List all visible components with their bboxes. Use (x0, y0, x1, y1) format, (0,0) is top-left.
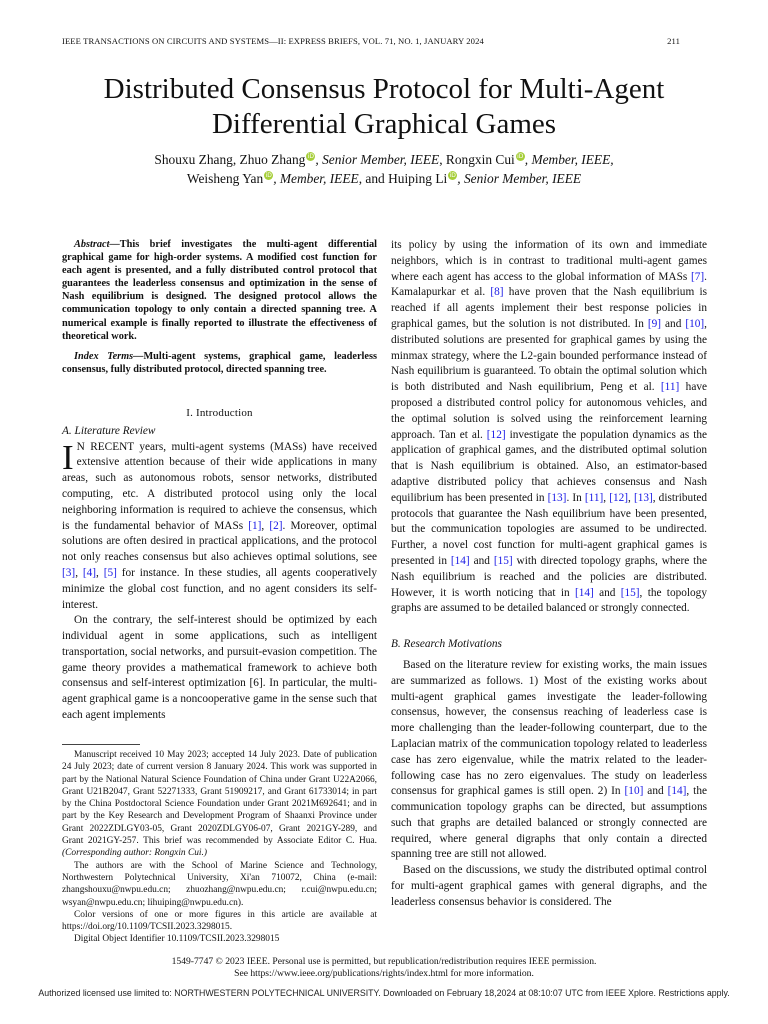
copyright-line: 1549-7747 © 2023 IEEE. Personal use is permitted, but republication/redistribution requires IEEE permission. (171, 956, 597, 967)
citation-link[interactable]: [3] (62, 566, 76, 579)
citation-link[interactable]: [11] (584, 491, 604, 504)
citation-link[interactable]: [11] (660, 381, 680, 394)
footnote-rule (62, 744, 140, 745)
journal-name: IEEE TRANSACTIONS ON CIRCUITS AND SYSTEMS—II: EXPRESS BRIEFS, VOL. 71, NO. 1, JANUARY 2024 (62, 36, 484, 46)
index-terms-label: Index Terms— (74, 350, 144, 362)
citation-link[interactable]: [4] (82, 566, 97, 579)
orcid-icon[interactable]: iD (449, 172, 456, 179)
paragraph: On the contrary, the self-interest should be optimized by each individual agent in some applications, such as intelligent transportation, social networks, and pursuit-evasion competition. The game theory provides a mathematical framework to achieve both consensus and self-interest optimization [6]. In particular, the multi-agent graphical game is a noncooperative game in the sense such that each agent implements (62, 614, 377, 722)
orcid-icon[interactable]: iD (307, 153, 315, 160)
paragraph: Based on the literature review for existing works, the main issues are summarized as follows. 1) Most of the existing works about multi-agent graphical games investigate the leader-following consensus, however, the consensus reaching of leaderless case is more challenging than the leader-following counterpart, due to the Laplacian matrix of the communication topology related to leaderless case has zero eigenvalue, while the matrix related to the leader-following case has no zero eigenvalues. The study on leaderless consensus for graphical games is still open. 2) In [10] and [14], the communication topology graphs can be directed, but assumptions such that graphs are detailed balanced or strongly connected are required, where general digraphs that only contain a directed spanning tree are still not allowed. (391, 658, 707, 861)
footnote-color: Color versions of one or more figures in this article are available at https://doi.org/10.1109/TCSII.2023.3298015. (62, 909, 377, 933)
author-name: Shouxu Zhang, Zhuo Zhang (154, 152, 306, 167)
section-heading: I. Introduction (186, 406, 253, 419)
author-role: , Member, IEEE, (524, 152, 614, 167)
author-list (60, 150, 708, 188)
author-line-1 (60, 150, 708, 169)
citation-link[interactable]: [15] (493, 554, 513, 567)
left-column (62, 238, 377, 724)
citation-link[interactable]: [12] (609, 491, 629, 504)
paragraph: Based on the discussions, we study the distributed optimal control for multi-agent graphical games with general digraphs, and the leaderless consensus behavior is considered. The (391, 864, 707, 908)
subsection-heading: A. Literature Review (62, 424, 156, 437)
orcid-icon[interactable]: iD (517, 153, 524, 160)
footnote-doi: Digital Object Identifier 10.1109/TCSII.2023.3298015 (74, 934, 280, 945)
citation-link[interactable]: [8] (490, 286, 504, 299)
index-terms (62, 350, 377, 376)
author-name: , Rongxin Cui (439, 152, 515, 167)
abstract-text: This brief investigates the multi-agent differential graphical game for high-order systems. A modified cost function for each agent is presented, and a fully distributed control protocol that guarantees the leaderless consensus and optimization in the sense of Nash equilibrium is designed. The designed protocol allows the communication topology to only contain a directed spanning tree. A numerical example is finally reported to illustrate the effectiveness of theoretical work. (62, 239, 377, 342)
footnote-manuscript (62, 749, 377, 860)
citation-link[interactable]: [10] (685, 317, 705, 330)
drop-cap: I (62, 437, 74, 477)
abstract (62, 238, 377, 343)
citation-link[interactable]: [10] (624, 785, 644, 798)
paragraph (62, 437, 378, 614)
footnote-text: Manuscript received 10 May 2023; accepted 14 July 2023. Date of publication 24 July 2023; date of current version 8 January 2024. This work was supported in part by the National Natural Science Foundation of China under Grant U22A2066, Grant U21B2047, Grant 52271333, Grant 51909217, and Grant 61733014; in part by the China Postdoctoral Science Foundation under Grant 2021M692641; and in part by the Key Research and Development Program of Shaanxi Province under Grant 2022ZDLGY03-05, Grant 2020ZDLGY06-07, Grant 2021GY-289, and Grant 2021GY-257. This brief was recommended by Associate Editor C. Hua. (62, 750, 377, 847)
citation-link[interactable]: [14] (667, 785, 687, 798)
citation-link[interactable]: [2] (269, 519, 283, 532)
license-banner: Authorized licensed use limited to: NORTHWESTERN POLYTECHNICAL UNIVERSITY. Downloaded on February 18,2024 at 08:10:07 UTC from IEEE Xplore. Restrictions apply. (38, 988, 730, 998)
paper-title (40, 72, 728, 142)
author-role: , Senior Member, IEEE (315, 152, 440, 167)
citation-link[interactable]: [5] (103, 566, 117, 579)
author-name: , and Huiping Li (358, 171, 448, 186)
copyright-notice (0, 956, 768, 980)
corresponding-author: (Corresponding author: Rongxin Cui.) (62, 848, 207, 859)
citation-link[interactable]: [12] (486, 428, 506, 441)
abstract-label: Abstract— (74, 239, 120, 250)
paragraph-text: N RECENT years, multi-agent systems (MASs) have received extensive attention because of their wide applications in many areas, such as autonomous robots, sensor networks, distributed computing, etc. A distributed protocol using only the local neighboring information is required to achieve the consensus, which is the fundamental behavior of MASs [1], [2]. Moreover, optimal solutions are often desired in practical applications, and the protocol not only reaches consensus but also achieves optimal solutions, see [3], [4], [5] for instance. In these studies, all agents cooperatively minimize the global cost function, and no agent considers its self-interest. (62, 440, 378, 611)
footnote (62, 749, 377, 946)
subsection-heading: B. Research Motivations (391, 638, 502, 651)
citation-link[interactable]: [1] (248, 519, 262, 532)
author-name: Weisheng Yan (186, 171, 264, 186)
rights-link[interactable]: See https://www.ieee.org/publications/rights/index.html for more information. (234, 968, 534, 979)
citation-link[interactable]: [14] (574, 586, 594, 599)
title-line-2: Differential Graphical Games (211, 108, 557, 140)
orcid-icon[interactable]: iD (265, 172, 272, 179)
page-number: 211 (667, 36, 680, 46)
citation-link[interactable]: [13] (547, 491, 567, 504)
author-role: , Senior Member, IEEE (457, 171, 582, 186)
citation-link[interactable]: [7] (690, 270, 705, 283)
citation-link[interactable]: [15] (620, 586, 640, 599)
paragraph: its policy by using the information of its own and immediate neighbors, which is in contrast to traditional multi-agent games where each agent has access to the global information of MASs [7]. Kamalapurkar et al. [8] have proven that the Nash equilibrium is reached if all agents implement their best response policies in graphical games, but the solution is not distributed. In [9] and [10], distributed solutions are presented for graphical games by using the minmax strategy, where the L2-gain bounded performance instead of Nash equilibrium is guaranteed. To obtain the optimal solution which is both distributed and Nash equilibrium, Peng et al. [11] have proposed a distributed control policy for autonomous vehicles, and the optimal solution is solved using the reinforcement learning approach. Tan et al. [12] investigate the population dynamics as the application of graphical games, and the distributed optimal solution that is Nash equilibrium is obtained. Also, an estimator-based adaptive distributed policy that achieves consensus and Nash equilibrium has been presented in [13]. In [11], [12], [13], distributed protocols that guarantee the Nash equilibrium have been presented, but the communication topologies are assumed to be undirected. Further, a novel cost function for multi-agent graphical games is presented in [14] and [15] with directed topology graphs, where the Nash equilibrium is reached and the policies are distributed. However, it is worth noticing that in [14] and [15], the topology graphs are assumed to be detailed balanced or strongly connected. (391, 239, 708, 615)
index-terms-text: Multi-agent systems, graphical game, leaderless consensus, fully distributed protocol, directed spanning tree. (62, 350, 377, 375)
citation-link[interactable]: [13] (633, 491, 653, 504)
citation-link[interactable]: [14] (450, 554, 470, 567)
title-line-1: Distributed Consensus Protocol for Multi-Agent (103, 73, 665, 105)
right-column (391, 238, 707, 911)
author-line-2 (60, 169, 708, 188)
footnote-affiliation: The authors are with the School of Marine Science and Technology, Northwestern Polytechnical University, Xi'an 710072, China (e-mail: zhangshouxu@nwpu.edu.cn; zhuozhang@nwpu.edu.cn; r.cui@nwpu.edu.cn; wsyan@nwpu.edu.cn; lihuiping@nwpu.edu.cn). (62, 860, 377, 908)
citation-link[interactable]: [9] (647, 317, 662, 330)
author-role: , Member, IEEE (273, 171, 359, 186)
running-header (62, 36, 680, 46)
